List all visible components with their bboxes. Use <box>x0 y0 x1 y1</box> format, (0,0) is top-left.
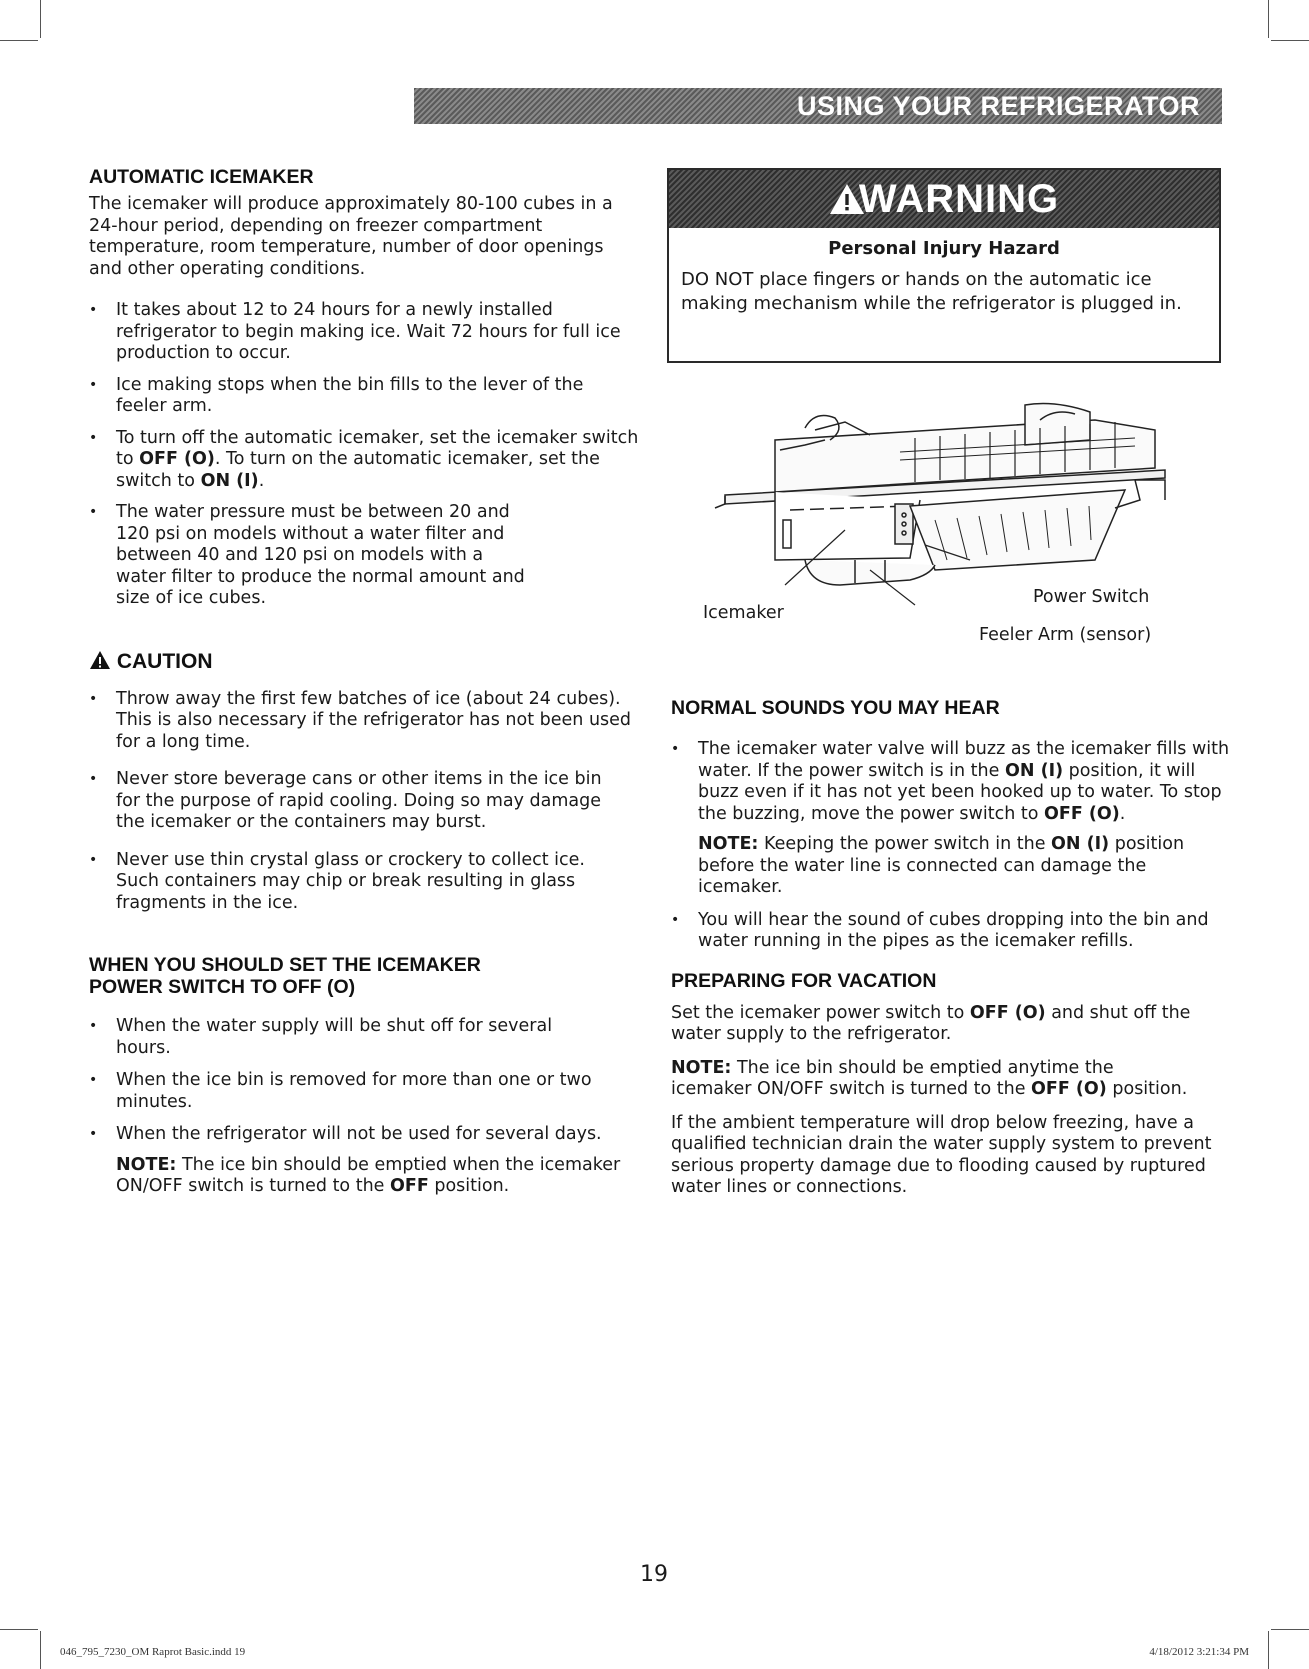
list-item: • The water pressure must be between 20 and 120 psi on models without a water filter and between 40 and 120 psi on models with a water filter to produce the normal amount and size of ice cubes. <box>89 502 639 610</box>
list-item: • Never store beverage cans or other items in the ice bin for the purpose of rapid cooling. Doing so may damage the icemaker or the containers may burst. <box>89 769 639 834</box>
list-item <box>89 428 639 493</box>
crop-mark <box>1271 40 1309 41</box>
warning-triangle-icon <box>89 650 111 670</box>
caution-title: CAUTION <box>116 649 213 673</box>
warning-body: DO NOT place fingers or hands on the automatic ice making mechanism while the refrigerator is plugged in. <box>681 269 1182 314</box>
sounds-list-2 <box>671 910 1231 953</box>
off-label: OFF <box>389 1176 429 1196</box>
section-banner <box>414 88 1222 124</box>
note-label: NOTE: <box>698 834 759 854</box>
text-run: and shut off the water supply to the refrigerator. <box>671 1002 1191 1044</box>
off-heading-line2: POWER SWITCH TO OFF (O) <box>89 976 356 998</box>
text-run: Set the icemaker power switch to <box>671 1002 970 1023</box>
note-label: NOTE: <box>116 1154 177 1175</box>
crop-mark <box>40 0 41 38</box>
list-item: • Ice making stops when the bin fills to the lever of the feeler arm. <box>89 375 639 418</box>
text-run: . <box>1119 803 1126 824</box>
caution-list <box>89 689 639 915</box>
crop-mark <box>1268 0 1269 38</box>
label-power-switch: Power Switch <box>1033 587 1150 607</box>
list-item: • When the refrigerator will not be used for several days. <box>89 1124 639 1146</box>
sounds-note <box>671 834 1231 899</box>
off-list <box>89 1016 639 1146</box>
right-column <box>671 697 1231 1199</box>
crop-mark <box>1268 1631 1269 1669</box>
vacation-heading: PREPARING FOR VACATION <box>671 969 937 992</box>
off-heading-line1: WHEN YOU SHOULD SET THE ICEMAKER <box>89 954 481 976</box>
off-note <box>89 1155 639 1198</box>
off-label: OFF (O) <box>139 449 215 469</box>
crop-mark <box>0 40 38 41</box>
on-label: ON (I) <box>200 470 259 491</box>
off-label: OFF (O) <box>1031 1079 1107 1099</box>
off-label: OFF (O) <box>969 1002 1046 1023</box>
list-item: • It takes about 12 to 24 hours for a newly installed refrigerator to begin making ice. Wait 72 hours for full ice production to occur. <box>89 300 639 365</box>
text-run: Keeping the power switch in the <box>758 834 1052 854</box>
off-heading <box>89 954 639 998</box>
icemaker-figure <box>695 400 1195 660</box>
vacation-p3: If the ambient temperature will drop below freezing, have a qualified technician drain the water supply system to prevent serious property damage due to flooding caused by ruptured water lines or connections. <box>671 1112 1212 1197</box>
warning-title <box>829 177 1059 221</box>
text-run: The icemaker water valve will buzz as the icemaker fills with water. If the power switch is in the <box>698 739 1230 781</box>
list-item <box>671 739 1231 825</box>
caution-heading <box>89 650 639 673</box>
label-feeler-arm: Feeler Arm (sensor) <box>979 625 1152 645</box>
list-item: • Throw away the first few batches of ice (about 24 cubes). This is also necessary if the refrigerator has not been used for a long time. <box>89 689 639 754</box>
off-label: OFF (O) <box>1043 803 1120 824</box>
text-run: position before the water line is connected can damage the icemaker. <box>698 834 1185 897</box>
warning-title-text: WARNING <box>858 177 1060 221</box>
warning-bar <box>669 170 1219 228</box>
icemaker-intro: The icemaker will produce approximately 80-100 cubes in a 24-hour period, depending on freezer compartment temperature, room temperature, number of door openings and other operating conditions. <box>89 194 613 279</box>
list-item: • You will hear the sound of cubes dropping into the bin and water running in the pipes as the icemaker refills. <box>671 910 1231 953</box>
left-column <box>89 166 639 1198</box>
text-run: position. <box>428 1176 510 1196</box>
crop-mark <box>0 1629 38 1630</box>
list-item: • Never use thin crystal glass or crockery to collect ice. Such containers may chip or break resulting in glass fragments in the ice. <box>89 850 639 915</box>
list-item: • When the water supply will be shut off for several hours. <box>89 1016 639 1059</box>
on-label: ON (I) <box>1051 834 1110 854</box>
icemaker-heading: AUTOMATIC ICEMAKER <box>89 166 314 188</box>
text-run: position. <box>1106 1079 1188 1099</box>
footer-timestamp: 4/18/2012 3:21:34 PM <box>1149 1646 1249 1658</box>
crop-mark <box>1271 1629 1309 1630</box>
label-icemaker: Icemaker <box>703 603 784 623</box>
text-run: To turn off the automatic icemaker, set the icemaker switch to <box>116 427 639 469</box>
on-label: ON (I) <box>1004 760 1064 781</box>
sounds-heading: NORMAL SOUNDS YOU MAY HEAR <box>671 697 1000 719</box>
page-number: 19 <box>640 1562 668 1587</box>
section-title: USING YOUR REFRIGERATOR <box>796 91 1200 121</box>
icemaker-list <box>89 300 639 610</box>
text-run: position, it will buzz even if it has not yet been hooked up to water. To stop the buzzing, move the power switch to <box>698 760 1222 824</box>
sounds-list <box>671 739 1231 825</box>
crop-mark <box>40 1631 41 1669</box>
text-run: . <box>258 470 265 491</box>
text-run: The ice bin should be emptied when the icemaker ON/OFF switch is turned to the <box>116 1154 621 1196</box>
text-run: . To turn on the automatic icemaker, set the switch to <box>116 449 600 491</box>
list-item: • When the ice bin is removed for more than one or two minutes. <box>89 1070 639 1113</box>
text-run: The ice bin should be emptied anytime the icemaker ON/OFF switch is turned to the <box>671 1057 1114 1099</box>
vacation-note <box>671 1058 1231 1101</box>
warning-subtitle: Personal Injury Hazard <box>828 238 1060 259</box>
note-label: NOTE: <box>671 1057 732 1078</box>
footer-file: 046_795_7230_OM Raprot Basic.indd 19 <box>60 1646 246 1658</box>
warning-box <box>667 168 1221 363</box>
vacation-p1 <box>671 1003 1231 1046</box>
